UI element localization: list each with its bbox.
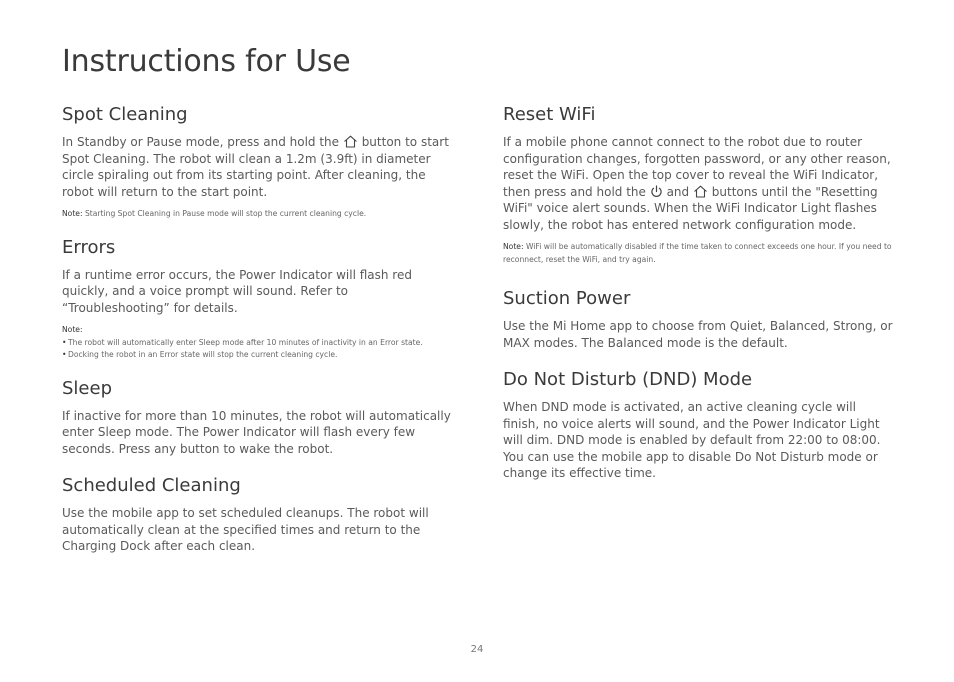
note-item: • The robot will automatically enter Sleep mode after 10 minutes of inactivity in an Error state.	[62, 337, 454, 350]
paragraph-suction-power: Use the Mi Home app to choose from Quiet, Balanced, Strong, or MAX modes. The Balanced mode is the default.	[503, 319, 893, 350]
note-label: Note:	[503, 242, 524, 251]
section-errors	[62, 237, 454, 362]
section-spot-cleaning	[62, 104, 454, 221]
page-title: Instructions for Use	[62, 44, 351, 79]
page-number: 24	[470, 644, 484, 655]
paragraph-dnd-mode: When DND mode is activated, an active cleaning cycle will finish, no voice alerts will sound, and the Power Indicator Light will dim. DND mode is enabled by default from 22:00 to 08:00. You can use the mobile app to disable Do Not Disturb mode or change its effective time.	[503, 400, 881, 480]
section-suction-power	[503, 288, 895, 351]
section-reset-wifi	[503, 104, 895, 266]
home-icon	[693, 185, 708, 198]
section-scheduled-cleaning	[62, 475, 454, 555]
paragraph-spot-cleaning	[62, 134, 454, 200]
home-icon	[343, 135, 358, 148]
note-item: • Docking the robot in an Error state will stop the current cleaning cycle.	[62, 349, 454, 362]
note-label: Note:	[62, 325, 83, 334]
heading-spot-cleaning: Spot Cleaning	[62, 104, 188, 125]
paragraph-reset-wifi	[503, 134, 895, 233]
note-list	[62, 337, 454, 362]
spot-text-before-icon: In Standby or Pause mode, press and hold the	[62, 135, 340, 149]
paragraph-scheduled-cleaning: Use the mobile app to set scheduled cleanups. The robot will automatically clean at the specified times and return to the Charging Dock after each clean.	[62, 506, 429, 553]
note-text: Starting Spot Cleaning in Pause mode will stop the current cleaning cycle.	[84, 209, 367, 218]
right-column	[503, 104, 895, 482]
heading-sleep: Sleep	[62, 377, 113, 399]
note-label: Note:	[62, 209, 83, 218]
note-reset-wifi	[503, 241, 895, 266]
left-column	[62, 104, 454, 555]
heading-suction-power: Suction Power	[503, 288, 631, 309]
reset-text-part1: If a mobile phone cannot connect to the robot due to router configuration changes, forgotten password, or any other reason, reset the WiFi. Open the top cover to reveal the WiFi Indicator, then press and hold the	[503, 135, 891, 199]
heading-reset-wifi: Reset WiFi	[503, 104, 596, 125]
spot-text-after-icon: button to start Spot Cleaning. The robot will clean a 1.2m (3.9ft) in diameter circle spiraling out from its starting point. After cleaning, the robot will return to the start point.	[62, 135, 449, 199]
paragraph-sleep: If inactive for more than 10 minutes, the robot will automatically enter Sleep mode. The Power Indicator will flash every few seconds. Press any button to wake the robot.	[62, 408, 451, 456]
note-text: WiFi will be automatically disabled if the time taken to connect exceeds one hour. If you need to reconnect, reset the WiFi, and try again.	[503, 242, 892, 264]
note-errors	[62, 324, 454, 362]
note-spot-cleaning	[62, 208, 454, 221]
power-icon	[650, 185, 663, 198]
section-dnd-mode	[503, 369, 895, 482]
section-sleep	[62, 378, 454, 458]
reset-text-and: and	[666, 184, 690, 199]
reset-text-part2: buttons until the "Resetting WiFi" voice alert sounds. When the WiFi Indicator Light flashes slowly, the robot has entered network configuration mode.	[503, 184, 878, 232]
heading-dnd-mode: Do Not Disturb (DND) Mode	[503, 369, 753, 390]
paragraph-errors: If a runtime error occurs, the Power Indicator will flash red quickly, and a voice prompt will sound. Refer to “Troubleshooting” for details.	[62, 267, 412, 315]
heading-scheduled-cleaning: Scheduled Cleaning	[62, 475, 241, 496]
heading-errors: Errors	[62, 236, 116, 258]
